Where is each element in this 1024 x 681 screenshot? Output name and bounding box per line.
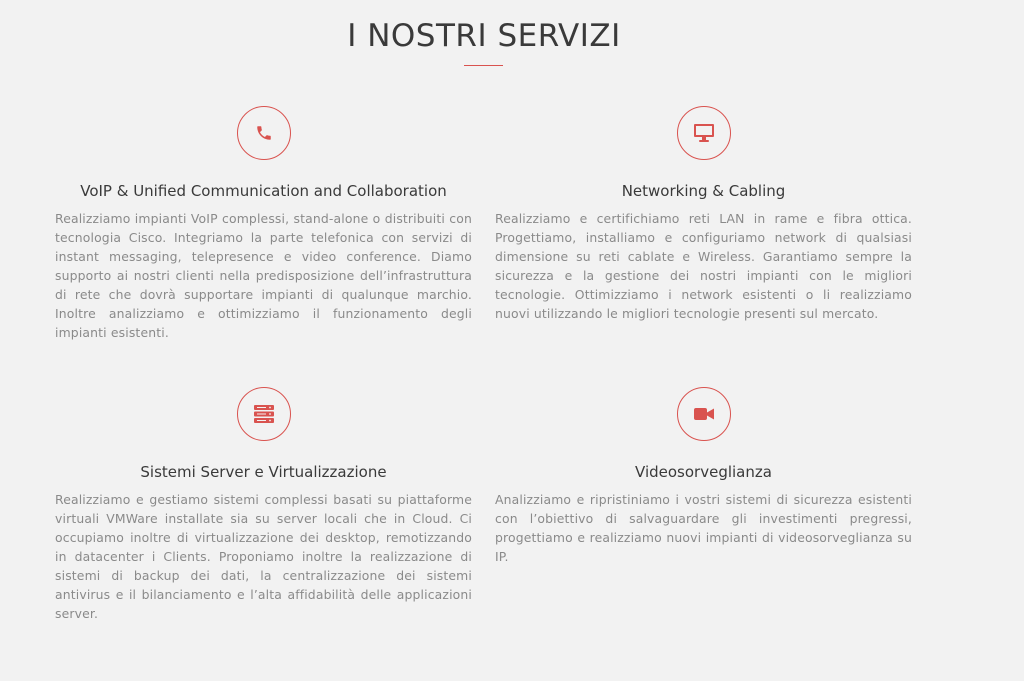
monitor-icon xyxy=(677,106,731,160)
video-camera-icon xyxy=(677,387,731,441)
service-videosurveillance xyxy=(495,387,912,566)
server-icon xyxy=(237,387,291,441)
service-voip xyxy=(55,106,472,342)
service-title: VoIP & Unified Communication and Collaboration xyxy=(80,182,447,200)
service-description: Analizziamo e ripristiniamo i vostri sistemi di sicurezza esistenti con l’obiettivo di salvaguardare gli investimenti pregressi, progettiamo e realizziamo nuovi impianti di videosorveglianza su IP. xyxy=(495,492,912,564)
service-networking xyxy=(495,106,912,323)
service-server xyxy=(55,387,472,623)
service-title: Networking & Cabling xyxy=(621,182,786,200)
service-description: Realizziamo e certifichiamo reti LAN in rame e fibra ottica. Progettiamo, installiamo e configuriamo network di qualsiasi dimensione su reti cablate e Wireless. Garantiamo sempre la sicurezza e la gestione dei nostri impianti con le migliori tecnologie. Ottimizziamo i network esistenti o li realizziamo nuovi utilizzando le migliori tecnologie presenti sul mercato. xyxy=(495,211,912,321)
phone-icon xyxy=(237,106,291,160)
service-title: Videosorveglianza xyxy=(635,463,772,481)
title-underline xyxy=(464,65,503,66)
service-description: Realizziamo impianti VoIP complessi, stand-alone o distribuiti con tecnologia Cisco. Integriamo la parte telefonica con servizi di instant messaging, telepresence e video conference. Diamo supporto ai nostri clienti nella predisposizione dell’infrastruttura di rete che dovrà supportare impianti di qualunque marchio. Inoltre analizziamo e ottimizziamo il funzionamento degli impianti esistenti. xyxy=(55,211,472,340)
service-title: Sistemi Server e Virtualizzazione xyxy=(140,463,387,481)
service-description: Realizziamo e gestiamo sistemi complessi basati su piattaforme virtuali VMWare installate sia su server locali che in Cloud. Ci occupiamo inoltre di virtualizzazione dei desktop, remotizzando in datacenter i Clients. Proponiamo inoltre la realizzazione di sistemi di backup dei dati, la centralizzazione dei sistemi antivirus e il bilanciamento e l’alta affidabilità delle applicazioni server. xyxy=(55,492,472,621)
section-title: I NOSTRI SERVIZI xyxy=(347,18,621,54)
